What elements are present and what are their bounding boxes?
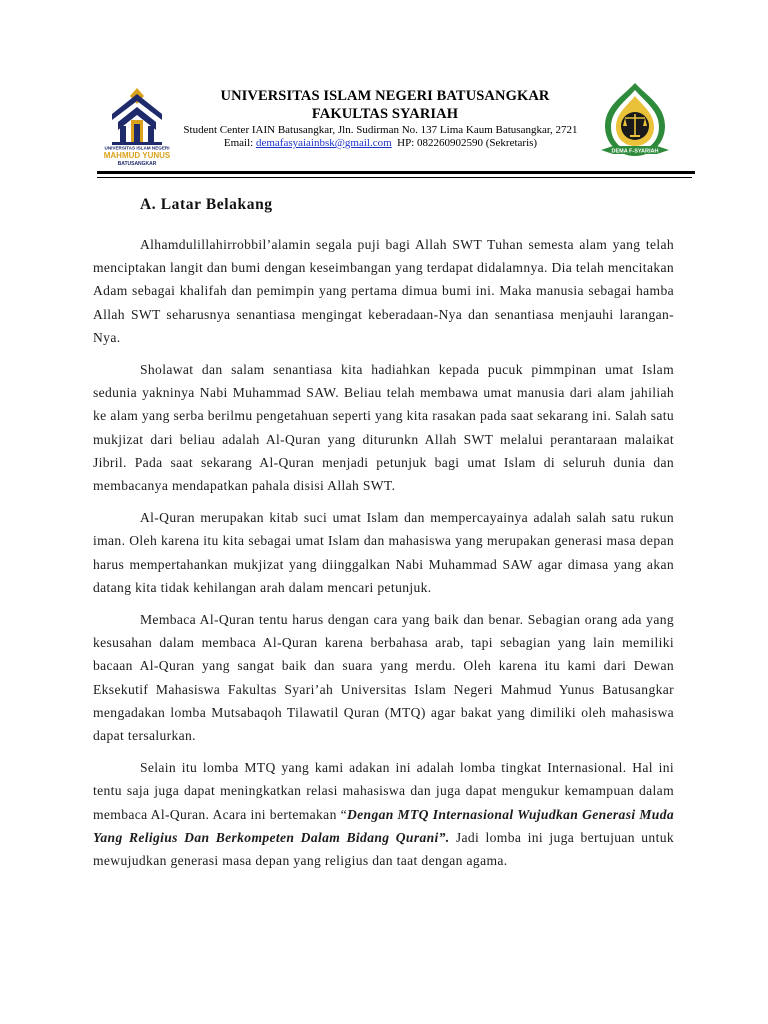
paragraph-5-before: Selain itu lomba MTQ yang kami adakan ini adalah lomba tingkat Internasional. Hal ini tentu saja juga dapat meningkatkan relasi mahasiswa dan juga dapat mengukur kemampuan dalam membaca Al-Quran. Acara ini bertemakan “ xyxy=(93,760,674,822)
section-heading: A. Latar Belakang xyxy=(140,196,273,213)
logo-left-caption-2: MAHMUD YUNUS xyxy=(103,151,171,160)
paragraph-4: Membaca Al-Quran tentu harus dengan cara yang baik dan benar. Sebagian orang ada yang kesusahan dalam membaca Al-Quran karena berbahasa arab, tapi sebagian yang lain memiliki bacaan Al-Quran yang sangat baik dan suara yang merdu. Oleh karena itu kami dari Dewan Eksekutif Mahasiswa Fakultas Syari’ah Universitas Islam Negeri Mahmud Yunus Batusangkar mengadakan lomba Mutsabaqoh Tilawatil Quran (MTQ) agar bakat yang dimiliki oleh mahasiswa dapat tersalurkan. xyxy=(93,612,674,744)
body-text xyxy=(93,233,674,881)
paragraph-2: Sholawat dan salam senantiasa kita hadiahkan kepada pucuk pimmpinan umat Islam sedunia yakninya Nabi Muhammad SAW. Beliau telah membawa umat manusia dari alam jahiliah ke alam yang serba berilmu pengetahuan seperti yang kita rasakan pada saat sekarang ini. Salah satu mukjizat dari beliau adalah Al-Quran yang diturunkn Allah SWT melalui perantaraan malaikat Jibril. Pada saat sekarang Al-Quran menjadi petunjuk bagi umat Islam di seluruh dunia dan membacanya mendapatkan pahala disisi Allah SWT. xyxy=(93,362,674,494)
address-line: Student Center IAIN Batusangkar, Jln. Sudirman No. 137 Lima Kaum Batusangkar, 2721 xyxy=(183,124,578,136)
letterhead-rule-thick xyxy=(97,171,695,174)
letterhead-rule-thin xyxy=(97,177,692,178)
paragraph-3: Al-Quran merupakan kitab suci umat Islam dan mempercayainya adalah salah satu rukun iman. Oleh karena itu kita sebagai umat Islam dan mahasiswa yang merupakan generasi masa depan harus mempertahankan mukjizat yang diinggalkan Nabi Muhammad SAW agar dimasa yang akan datang kita tidak kehilangan arah dalam mencari petunjuk. xyxy=(93,510,674,595)
paragraph-1: Alhamdulillahirrobbil’alamin segala puji bagi Allah SWT Tuhan semesta alam yang telah menciptakan langit dan bumi dengan keseimbangan yang terdapat didalamnya. Dia telah mencitakan Adam sebagai khalifah dan pemimpin yang pertama dimua bumi ini. Maka manusia sebagai hamba Allah SWT seharusnya senantiasa mengingat keberadaan-Nya dan senantiasa menjauhi larangan-Nya. xyxy=(93,237,674,345)
university-name: UNIVERSITAS ISLAM NEGERI BATUSANGKAR xyxy=(220,88,550,104)
dema-fsyariah-logo-icon xyxy=(597,80,673,166)
paragraph-5-after: Jadi lomba ini juga bertujuan untuk mewujudkan generasi masa depan yang religius dan taat dengan agama. xyxy=(93,829,674,869)
phone-text: HP: 082260902590 (Sekretaris) xyxy=(397,137,538,149)
letterhead xyxy=(0,0,768,190)
logo-right-caption: DEMA F-SYARIAH xyxy=(611,148,659,155)
logo-left-caption-1: UNIVERSITAS ISLAM NEGERI xyxy=(104,145,170,151)
email-link[interactable]: demafasyaiainbsk@gmail.com xyxy=(255,137,392,149)
logo-left-caption-3: BATUSANGKAR xyxy=(117,161,157,167)
paragraph-5 xyxy=(93,756,674,872)
faculty-name: FAKULTAS SYARIAH xyxy=(311,106,459,122)
email-label: Email: xyxy=(223,137,254,149)
event-theme: Dengan MTQ Internasional Wujudkan Generasi Muda Yang Religius Dan Berkompeten Dalam Bidang Qurani”. xyxy=(93,806,674,845)
contact-line xyxy=(168,137,593,149)
